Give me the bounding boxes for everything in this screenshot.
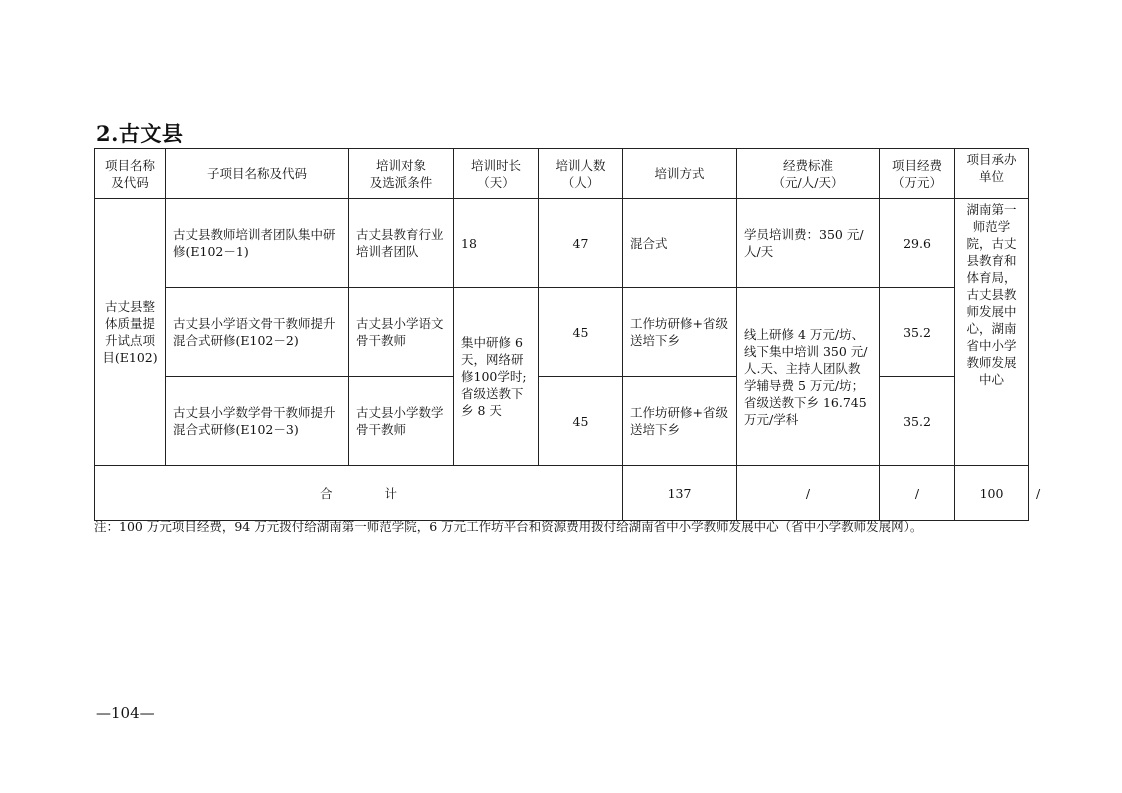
merged-standard-cell: 线上研修 4 万元/坊、线下集中培训 350 元/人.天、主持人团队教学辅导费 5 万元/坊；省级送教下乡 16.745 万元/学科 (737, 288, 880, 466)
total-funding: 100 (955, 466, 1029, 521)
subproject-cell: 古丈县小学数学骨干教师提升混合式研修(E102－3) (166, 377, 349, 466)
header-row (95, 149, 1029, 199)
header-funding: 项目经费 （万元） (880, 149, 955, 199)
header-unit: 项目承办 单位 (955, 149, 1029, 199)
target-cell: 古丈县小学数学骨干教师 (349, 377, 454, 466)
project-name-cell: 古丈县整体质量提升试点项目(E102) (95, 199, 166, 466)
total-method: / (737, 466, 880, 521)
table-row (95, 377, 1029, 466)
unit-cell: 湖南第一师范学院，古丈县教育和体育局，古丈县教师发展中心，湖南省中小学教师发展中心 (955, 199, 1029, 466)
target-cell: 古丈县小学语文骨干教师 (349, 288, 454, 377)
section-title: 2.古文县 (96, 121, 184, 146)
footnote: 注：100 万元项目经费，94 万元拨付给湖南第一师范学院，6 万元工作坊平台和资源费用拨付给湖南省中小学教师发展中心（省中小学教师发展网）。 (94, 519, 923, 534)
standard-cell: 学员培训费：350 元/人/天 (737, 199, 880, 288)
header-project: 项目名称 及代码 (95, 149, 166, 199)
training-table (94, 148, 1041, 521)
table-row (95, 288, 1029, 377)
header-subproject: 子项目名称及代码 (166, 149, 349, 199)
total-label-right: 计 (384, 485, 398, 501)
count-cell: 47 (539, 199, 623, 288)
funding-cell: 29.6 (880, 199, 955, 288)
header-duration: 培训时长 （天） (454, 149, 539, 199)
method-cell: 工作坊研修+省级送培下乡 (623, 288, 737, 377)
subproject-cell: 古丈县教师培训者团队集中研修(E102－1) (166, 199, 349, 288)
total-row: 合 计 137 / / 100 / (95, 466, 1029, 521)
total-label (95, 466, 623, 521)
table-row (95, 199, 1029, 288)
funding-cell: 35.2 (880, 377, 955, 466)
header-count: 培训人数 （人） (539, 149, 623, 199)
method-cell: 工作坊研修+省级送培下乡 (623, 377, 737, 466)
funding-cell: 35.2 (880, 288, 955, 377)
count-cell: 45 (539, 288, 623, 377)
header-target: 培训对象 及选派条件 (349, 149, 454, 199)
total-count: 137 (623, 466, 737, 521)
total-standard: / (880, 466, 955, 521)
target-cell: 古丈县教育行业培训者团队 (349, 199, 454, 288)
subproject-cell: 古丈县小学语文骨干教师提升混合式研修(E102－2) (166, 288, 349, 377)
page-number: —104— (96, 704, 155, 722)
merged-duration-cell: 集中研修 6 天，网络研修100学时;省级送教下乡 8 天 (454, 288, 539, 466)
method-cell: 混合式 (623, 199, 737, 288)
header-standard: 经费标准 （元/人/天） (737, 149, 880, 199)
count-cell: 45 (539, 377, 623, 466)
header-method: 培训方式 (623, 149, 737, 199)
total-label-left: 合 (319, 485, 333, 501)
duration-cell: 18 (454, 199, 539, 288)
